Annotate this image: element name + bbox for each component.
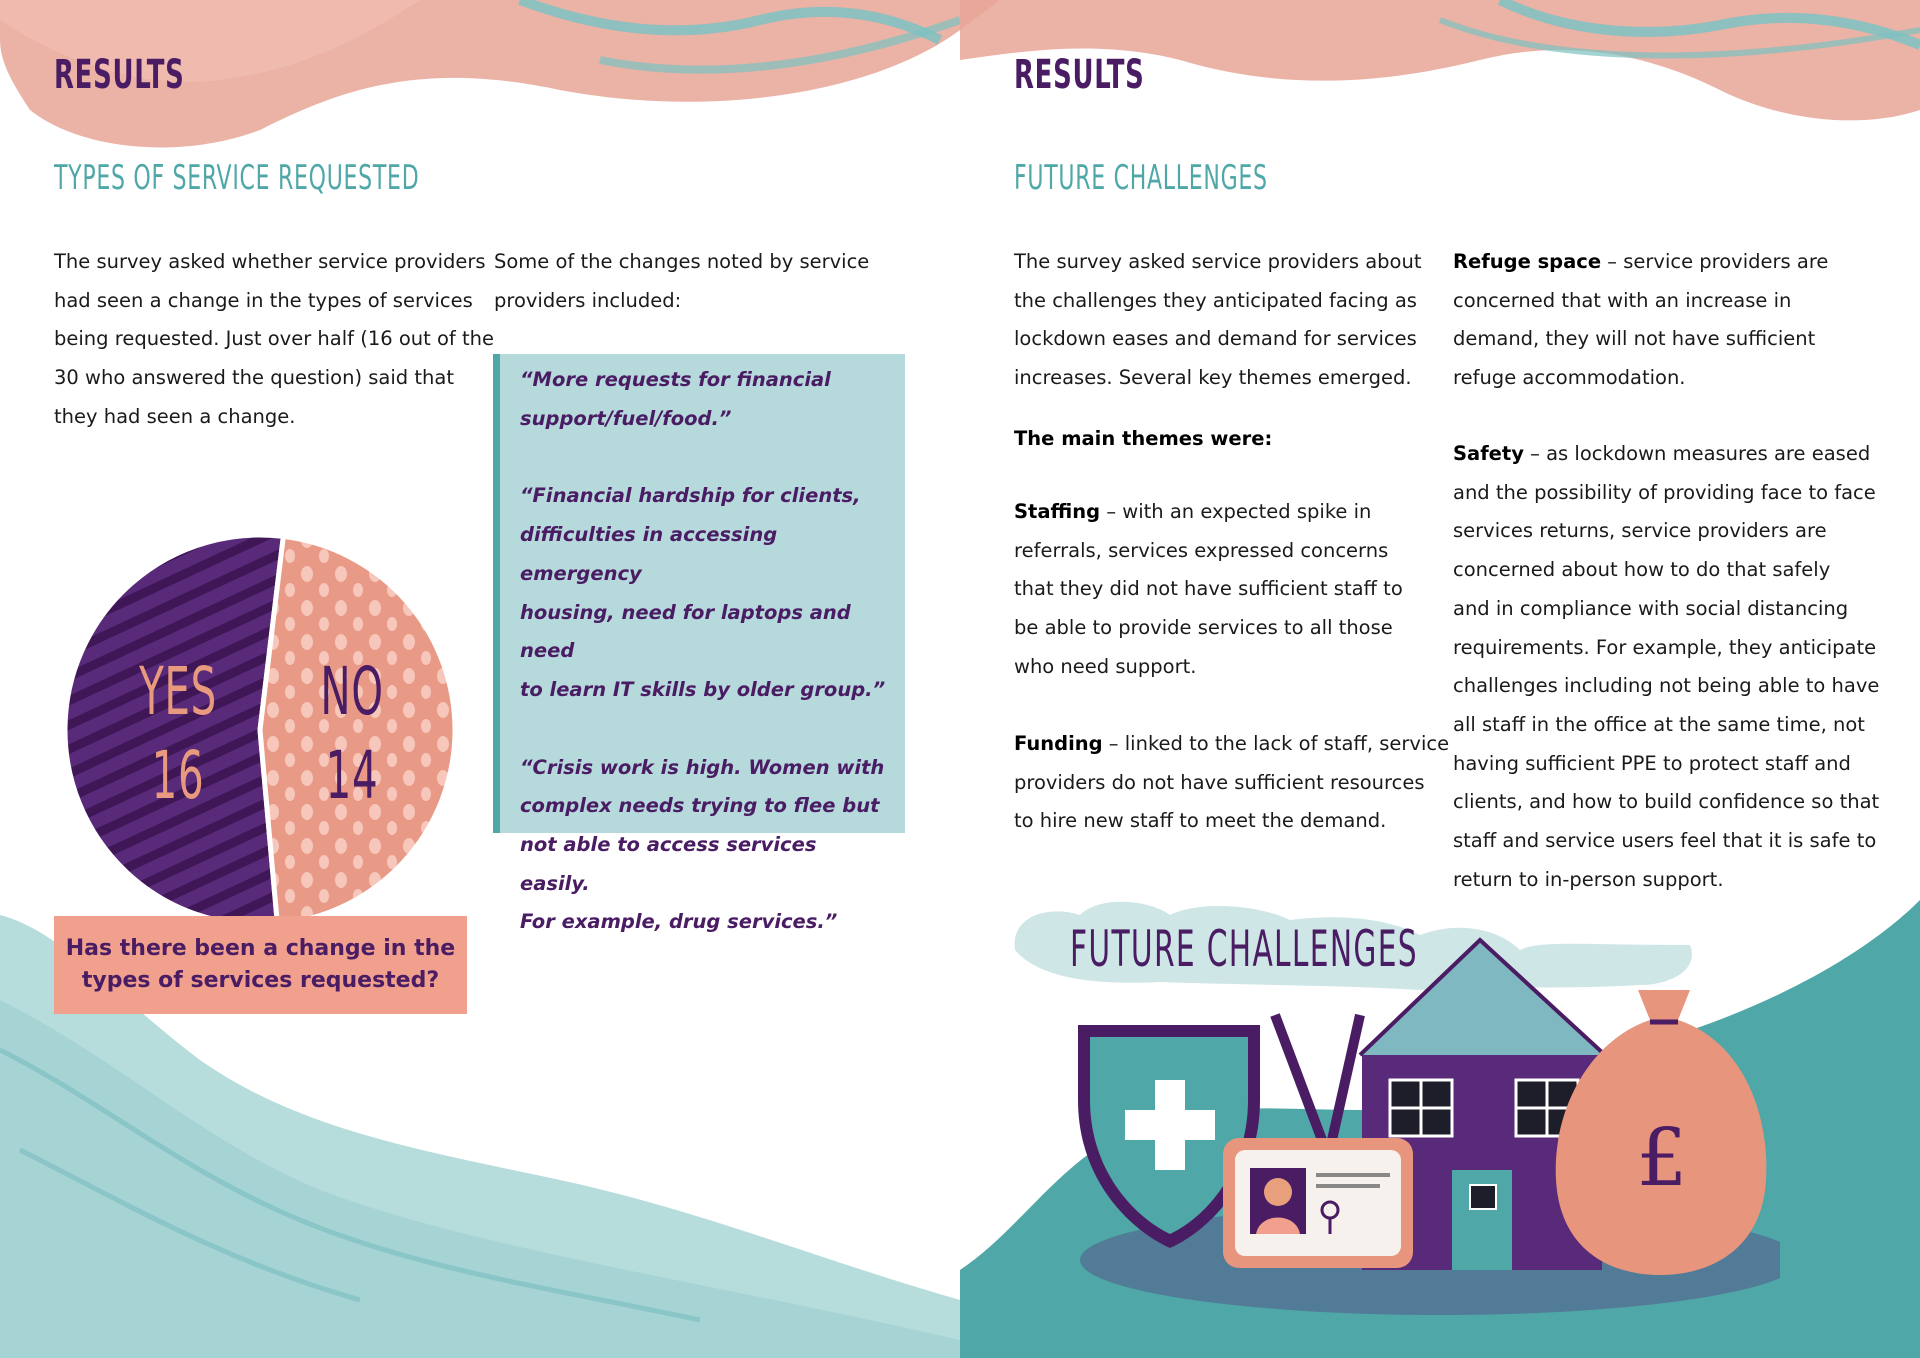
text-line: challenges including not being able to have bbox=[1453, 674, 1880, 698]
text-line: be able to provide services to all those bbox=[1014, 616, 1393, 640]
text-line: and in compliance with social distancing bbox=[1453, 596, 1849, 620]
quote-line: “Financial hardship for clients, bbox=[520, 484, 861, 508]
text-line: concerned that with an increase in bbox=[1453, 288, 1792, 312]
text-line: increases. Several key themes emerged. bbox=[1014, 366, 1412, 390]
pie-caption: Has there been a change in the types of services requested? bbox=[54, 916, 467, 1014]
text-line: concerned about how to do that safely bbox=[1453, 558, 1831, 582]
illustration-title: FUTURE CHALLENGES bbox=[1070, 920, 1418, 978]
themes-heading: The main themes were: bbox=[1014, 427, 1273, 450]
staffing-paragraph bbox=[1014, 493, 1403, 687]
refuge-paragraph bbox=[1453, 243, 1828, 398]
text-line: 30 who answered the question) said that bbox=[54, 366, 454, 390]
text-line: services returns, service providers are bbox=[1453, 519, 1827, 543]
pie-category-no: NO bbox=[320, 653, 384, 730]
pound-sign-icon: £ bbox=[1636, 1111, 1688, 1204]
left-section-title: TYPES OF SERVICE REQUESTED bbox=[54, 158, 420, 198]
future-challenges-illustration bbox=[1060, 930, 1780, 1330]
text-line: return to in-person support. bbox=[1453, 867, 1724, 891]
quote-line: difficulties in accessing emergency bbox=[520, 523, 778, 585]
funding-paragraph bbox=[1014, 725, 1449, 841]
pie-value-yes: 16 bbox=[151, 737, 205, 814]
text-line: refuge accommodation. bbox=[1453, 366, 1686, 390]
text-line: demand, they will not have sufficient bbox=[1453, 327, 1816, 351]
changes-intro-paragraph bbox=[494, 243, 869, 320]
text-line: requirements. For example, they anticipate bbox=[1453, 635, 1877, 659]
left-page-header: RESULTS bbox=[54, 52, 185, 98]
quote-3 bbox=[520, 749, 887, 943]
quote-line: not able to access services easily. bbox=[520, 833, 817, 895]
text-line: that they did not have sufficient staff to bbox=[1014, 577, 1403, 601]
text-line: lockdown eases and demand for services bbox=[1014, 327, 1417, 351]
money-bag-icon bbox=[1556, 990, 1767, 1275]
lanyard bbox=[1275, 1015, 1360, 1140]
quote-line: “More requests for financial bbox=[520, 368, 831, 391]
left-intro-paragraph bbox=[54, 243, 494, 437]
quote-line: complex needs trying to flee but bbox=[520, 794, 880, 818]
text-line: The survey asked service providers about bbox=[1014, 250, 1422, 273]
text-line: providers included: bbox=[494, 288, 682, 312]
pie-category-yes: YES bbox=[139, 653, 217, 730]
text-line: Some of the changes noted by service bbox=[494, 250, 870, 273]
text-line: staff and service users feel that it is safe to bbox=[1453, 829, 1877, 853]
text-line: to hire new staff to meet the demand. bbox=[1014, 809, 1387, 833]
pie-label-yes bbox=[137, 650, 219, 818]
text-line: had seen a change in the types of services bbox=[54, 288, 473, 312]
quote-2 bbox=[520, 477, 887, 709]
quote-line: to learn IT skills by older group.” bbox=[520, 677, 886, 701]
text-line: who need support. bbox=[1014, 654, 1197, 678]
right-page-header: RESULTS bbox=[1014, 52, 1145, 98]
quote-line: For example, drug services.” bbox=[520, 910, 838, 934]
text-line: providers do not have sufficient resources bbox=[1014, 770, 1425, 794]
text-line: Refuge space – service providers are bbox=[1453, 250, 1829, 273]
quote-1 bbox=[520, 361, 887, 438]
quote-line: support/fuel/food.” bbox=[520, 406, 732, 430]
text-line: Safety – as lockdown measures are eased bbox=[1453, 442, 1871, 465]
text-line: clients, and how to build confidence so that bbox=[1453, 790, 1880, 814]
id-badge-icon bbox=[1223, 1138, 1413, 1268]
quote-line: “Crisis work is high. Women with bbox=[520, 755, 885, 779]
staffing-term: Staffing bbox=[1014, 500, 1101, 523]
text-line: having sufficient PPE to protect staff and bbox=[1453, 751, 1851, 775]
quote-line: housing, need for laptops and need bbox=[520, 600, 851, 663]
text-line: they had seen a change. bbox=[54, 404, 296, 428]
text-line: and the possibility of providing face to face bbox=[1453, 480, 1876, 504]
text-line: being requested. Just over half (16 out of the bbox=[54, 327, 494, 351]
quotes-box bbox=[493, 354, 905, 934]
text-line: all staff in the office at the same time, not bbox=[1453, 712, 1865, 736]
pie-value-no: 14 bbox=[325, 737, 379, 814]
text-line: Funding – linked to the lack of staff, service bbox=[1014, 732, 1450, 755]
safety-term: Safety bbox=[1453, 442, 1524, 465]
pie-label-no bbox=[311, 650, 393, 818]
text-line: the challenges they anticipated facing as bbox=[1014, 288, 1417, 312]
pie-chart bbox=[60, 530, 460, 930]
funding-term: Funding bbox=[1014, 732, 1103, 755]
text-line: referrals, services expressed concerns bbox=[1014, 538, 1389, 562]
right-section-title: FUTURE CHALLENGES bbox=[1014, 158, 1268, 198]
text-line: The survey asked whether service providers bbox=[54, 250, 486, 273]
safety-paragraph bbox=[1453, 435, 1879, 899]
right-intro-paragraph bbox=[1014, 243, 1421, 398]
text-line: Staffing – with an expected spike in bbox=[1014, 500, 1372, 523]
refuge-term: Refuge space bbox=[1453, 250, 1602, 273]
